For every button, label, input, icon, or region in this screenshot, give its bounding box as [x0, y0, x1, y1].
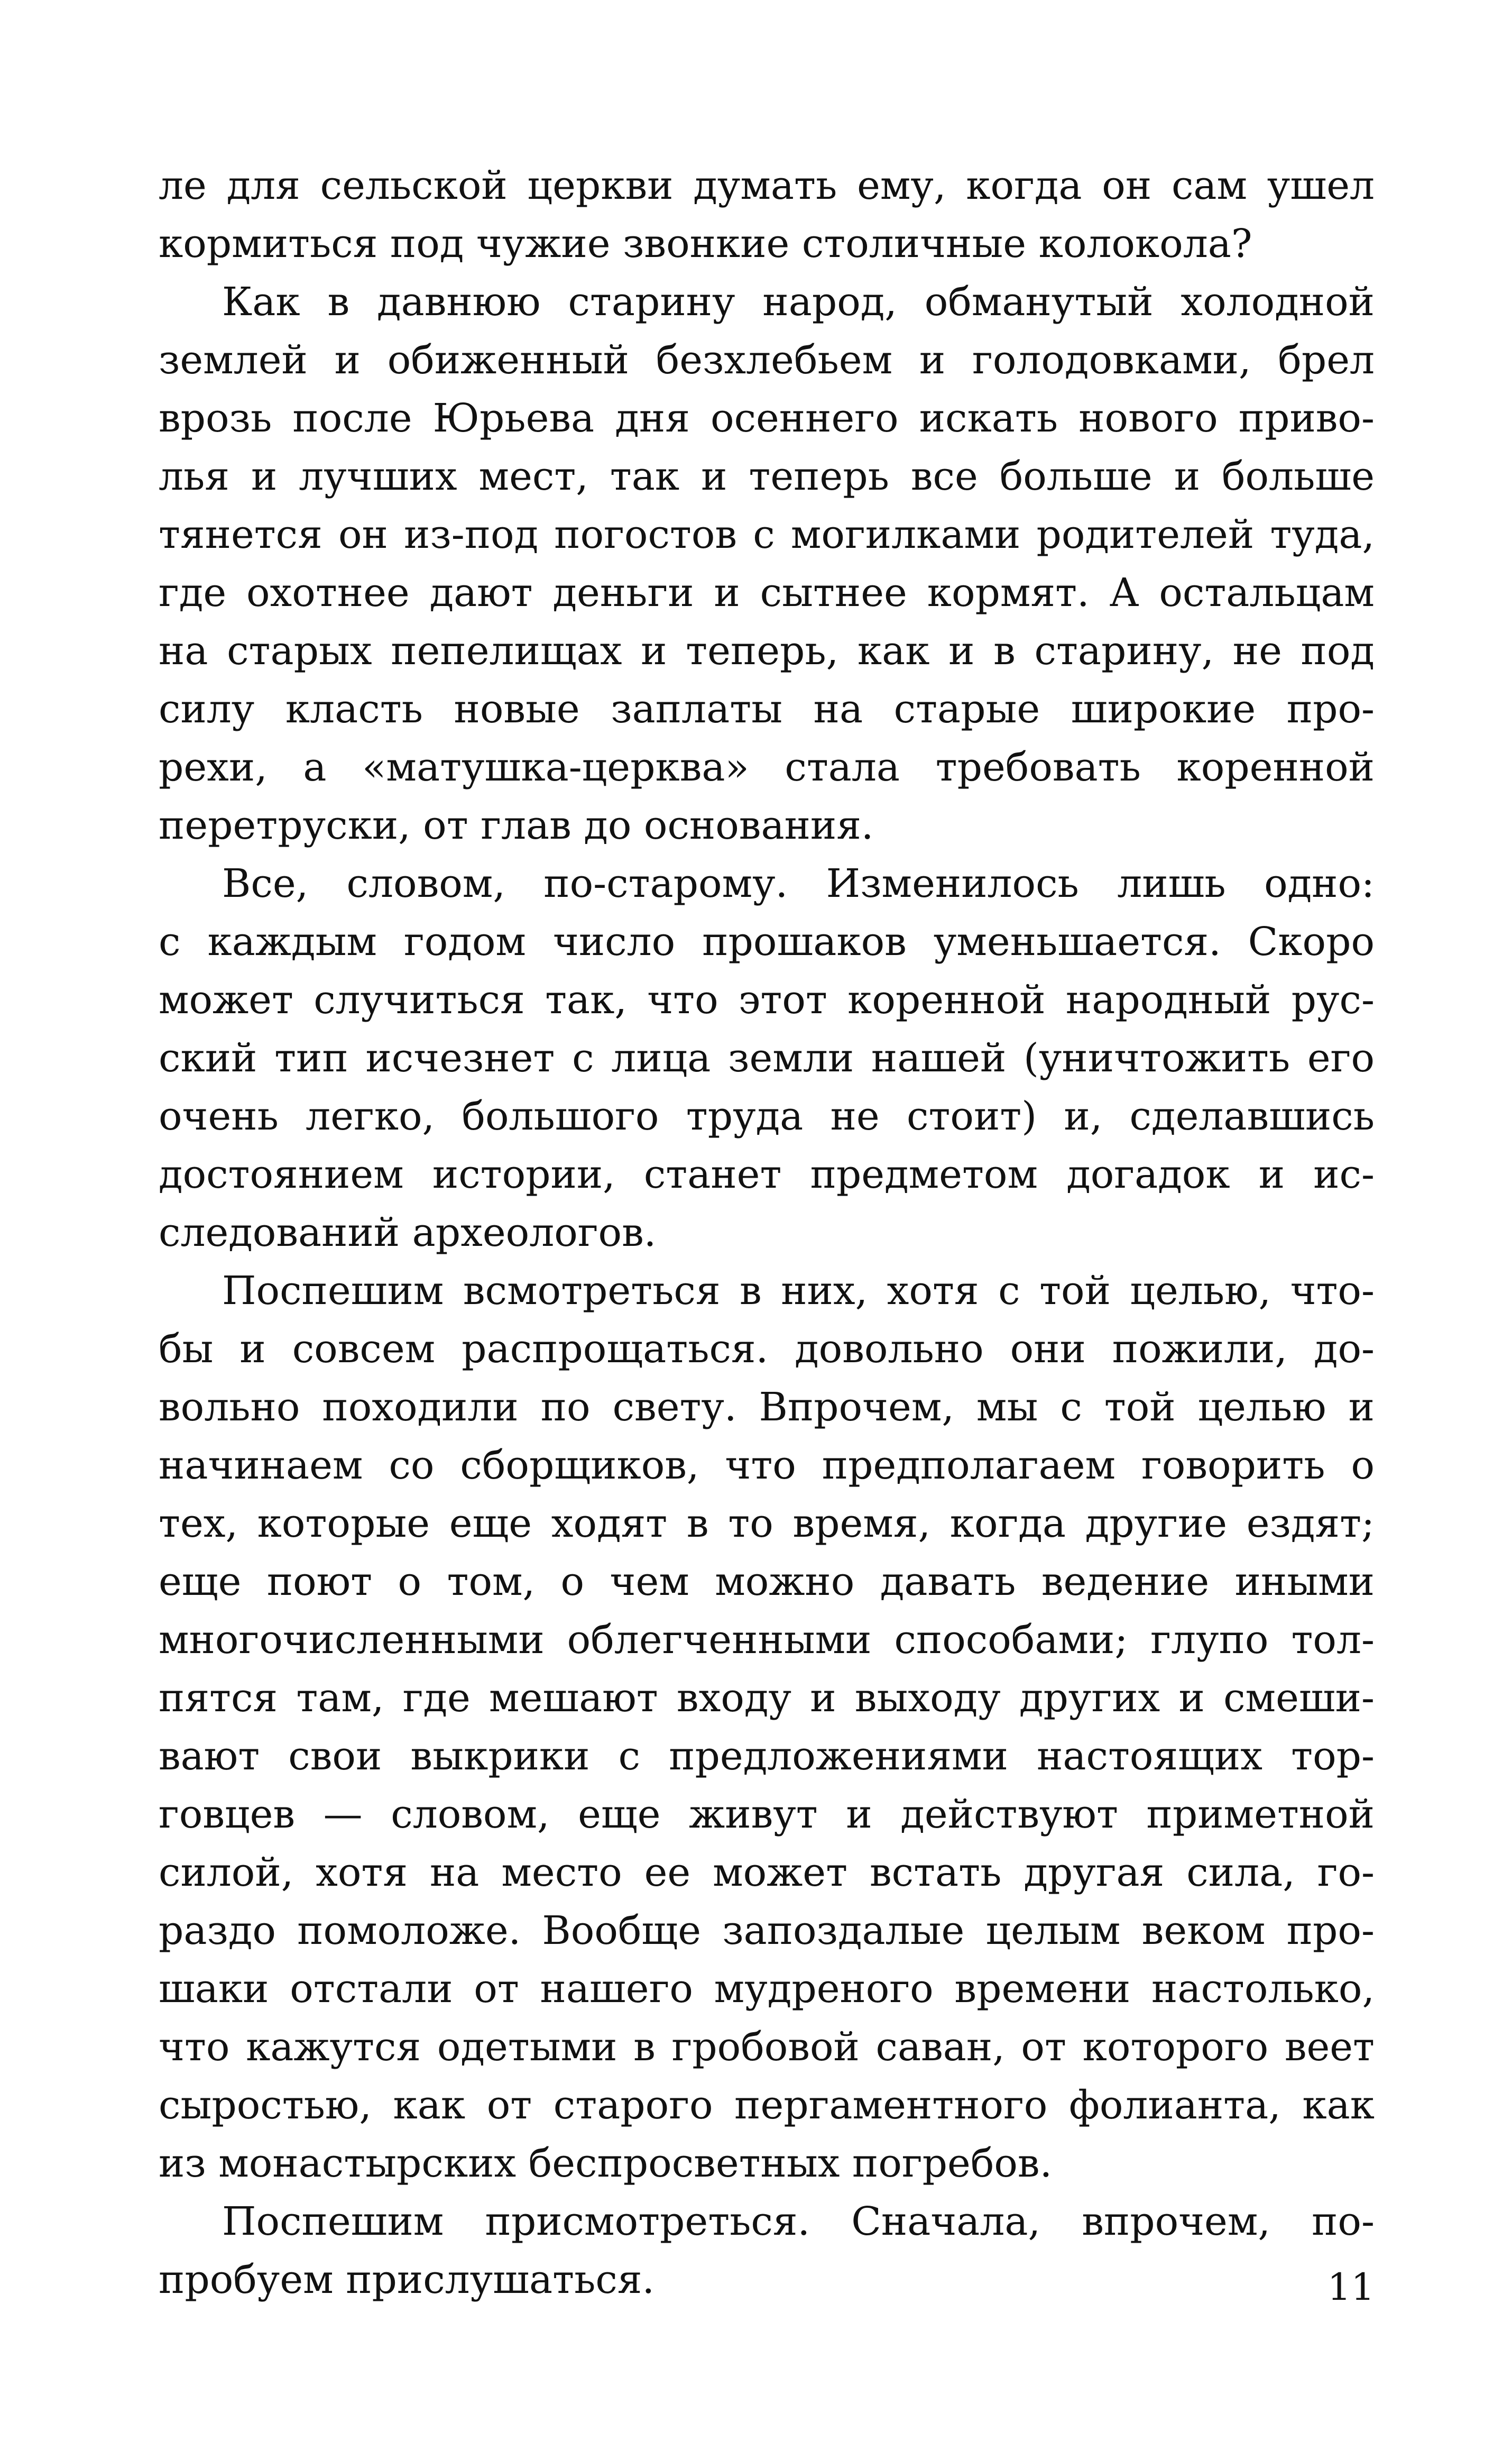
text-line: шаки отстали от нашего мудреного времени настолько,: [159, 1966, 1375, 2012]
text-line: пробуем прислушаться.: [159, 2257, 655, 2302]
text-line: пятся там, где мешают входу и выходу других и смеши-: [159, 1675, 1375, 1721]
text-line: с каждым годом число прошаков уменьшается. Скоро: [159, 919, 1375, 965]
text-line: тянется он из-под погостов с могилками родителей туда,: [159, 512, 1375, 557]
text-line: ский тип исчезнет с лица земли нашей (уничтожить его: [159, 1035, 1375, 1081]
text-line: вают свои выкрики с предложениями настоящих тор-: [159, 1733, 1375, 1779]
text-line: вольно походили по свету. Впрочем, мы с той целью и: [159, 1384, 1375, 1430]
text-line: где охотнее дают деньги и сытнее кормят. А остальцам: [159, 570, 1375, 616]
page-text: [159, 157, 1375, 2309]
text-line: может случиться так, что этот коренной народный рус-: [159, 977, 1375, 1023]
text-line: рехи, а «матушка-церква» стала требовать коренной: [159, 745, 1375, 790]
text-line: раздо помоложе. Вообще запоздалые целым веком про-: [159, 1908, 1375, 1953]
text-line: лья и лучших мест, так и теперь все больше и больше: [159, 454, 1375, 499]
text-line: говцев — словом, еще живут и действуют приметной: [159, 1792, 1375, 1837]
text-line: начинаем со сборщиков, что предполагаем говорить о: [159, 1443, 1375, 1488]
text-line: Все, словом, по-старому. Изменилось лишь одно:: [222, 861, 1375, 906]
text-line: кормиться под чужие звонкие столичные колокола?: [159, 221, 1252, 267]
text-line: бы и совсем распрощаться. довольно они пожили, до-: [159, 1326, 1375, 1372]
text-line: Как в давнюю старину народ, обманутый холодной: [222, 279, 1375, 325]
text-line: перетруски, от глав до основания.: [159, 803, 874, 848]
text-line: силу класть новые заплаты на старые широкие про-: [159, 686, 1375, 732]
text-line: из монастырских беспросветных погребов.: [159, 2141, 1053, 2186]
text-line: очень легко, большого труда не стоит) и, сделавшись: [159, 1094, 1375, 1139]
text-line: на старых пепелищах и теперь, как и в старину, не под: [159, 628, 1375, 674]
text-line: врозь после Юрьева дня осеннего искать нового приво-: [159, 396, 1375, 441]
text-line: сыростью, как от старого пергаментного фолианта, как: [159, 2082, 1375, 2128]
text-line: следований археологов.: [159, 1210, 657, 1255]
text-line: Поспешим всмотреться в них, хотя с той целью, что-: [222, 1268, 1375, 1314]
text-line: землей и обиженный безхлебьем и голодовками, брел: [159, 337, 1375, 383]
text-line: еще поют о том, о чем можно давать ведение иными: [159, 1559, 1375, 1604]
text-line: тех, которые еще ходят в то время, когда другие ездят;: [159, 1501, 1375, 1546]
page-number: 11: [1327, 2265, 1375, 2309]
text-line: достоянием истории, станет предметом догадок и ис-: [159, 1152, 1375, 1197]
text-line: что кажутся одетыми в гробовой саван, от которого веет: [159, 2024, 1375, 2070]
text-line: ле для сельской церкви думать ему, когда он сам ушел: [159, 163, 1375, 208]
text-line: силой, хотя на место ее может встать другая сила, го-: [159, 1850, 1375, 1895]
text-line: многочисленными облегченными способами; глупо тол-: [159, 1617, 1375, 1663]
text-line: Поспешим присмотреться. Сначала, впрочем, по-: [222, 2199, 1375, 2244]
